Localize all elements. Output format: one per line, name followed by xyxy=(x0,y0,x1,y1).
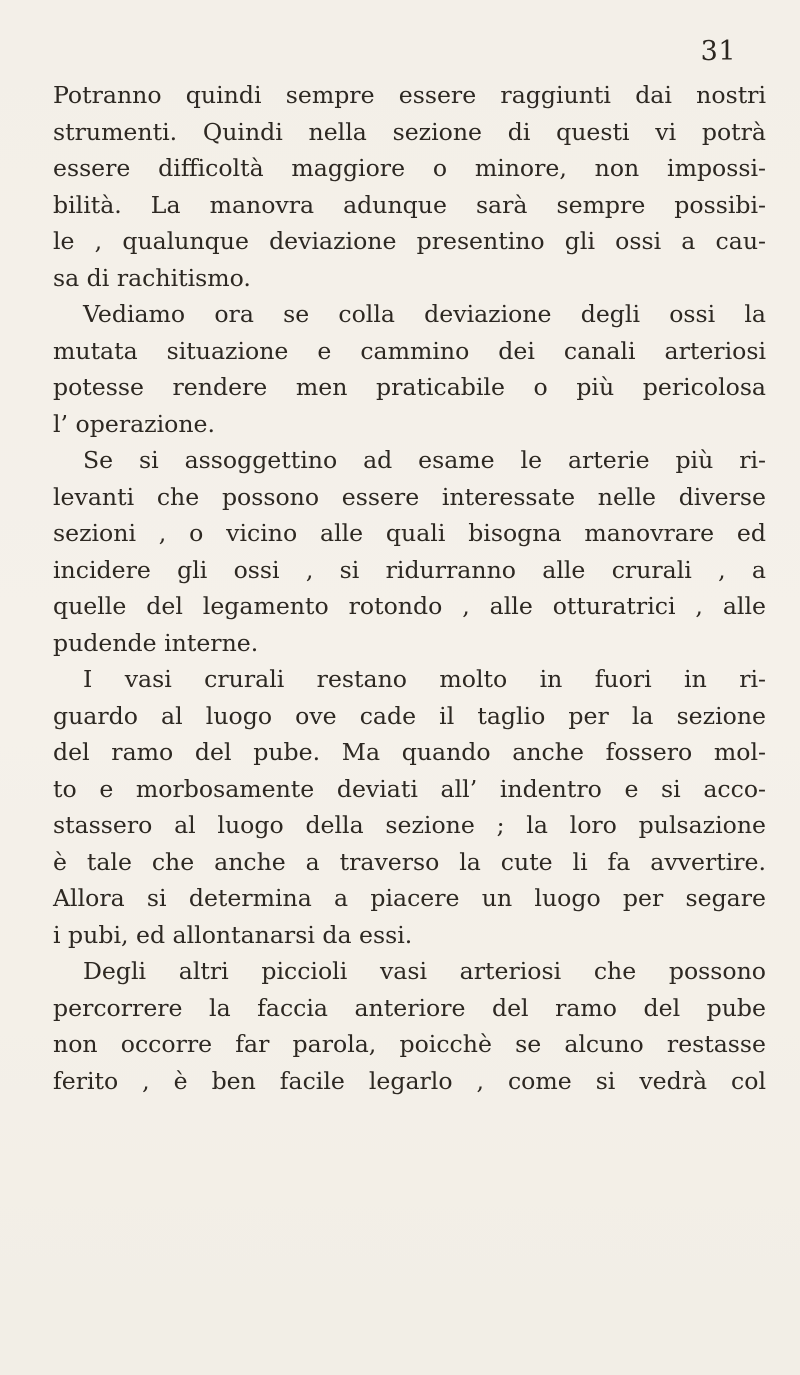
text-line: del ramo del pube. Ma quando anche fossero mol- xyxy=(53,738,766,766)
text-line: percorrere la faccia anteriore del ramo del pube xyxy=(53,993,766,1022)
text-line: pudende interne. xyxy=(53,628,259,657)
text-line: essere difficoltà maggiore o minore, non impossi- xyxy=(53,154,766,182)
text-line: bilità. La manovra adunque sarà sempre possibi- xyxy=(53,190,766,219)
text-line: quelle del legamento rotondo , alle otturatrici , alle xyxy=(53,592,766,620)
text-line: non occorre far parola, poicchè se alcuno restasse xyxy=(53,1030,766,1058)
text-line: Potranno quindi sempre essere raggiunti dai nostri xyxy=(53,81,766,109)
text-line: sezioni , o vicino alle quali bisogna manovrare ed xyxy=(53,519,766,547)
text-line: levanti che possono essere interessate nelle diverse xyxy=(53,482,766,511)
text-line: ferito , è ben facile legarlo , come si vedrà col xyxy=(53,1066,766,1095)
text-line: to e morbosamente deviati all’ indentro e si acco- xyxy=(53,774,766,803)
text-line: Se si assoggettino ad esame le arterie più ri- xyxy=(83,446,766,474)
text-line: l’ operazione. xyxy=(53,409,215,438)
text-line: stassero al luogo della sezione ; la loro pulsazione xyxy=(53,811,766,839)
text-line: Allora si determina a piacere un luogo per segare xyxy=(53,884,766,912)
text-line: i pubi, ed allontanarsi da essi. xyxy=(53,920,413,949)
text-line: è tale che anche a traverso la cute li fa avvertire. xyxy=(53,847,766,876)
text-line: strumenti. Quindi nella sezione di questi vi potrà xyxy=(53,117,766,146)
text-line: potesse rendere men praticabile o più pericolosa xyxy=(53,373,766,401)
text-line: sa di rachitismo. xyxy=(53,263,251,292)
text-line: le , qualunque deviazione presentino gli ossi a cau- xyxy=(53,227,766,255)
text-line: I vasi crurali restano molto in fuori in ri- xyxy=(83,665,766,693)
text-line: Vediamo ora se colla deviazione degli ossi la xyxy=(83,300,766,328)
text-line: incidere gli ossi , si ridurranno alle crurali , a xyxy=(53,555,766,584)
text-line: mutata situazione e cammino dei canali arteriosi xyxy=(53,336,766,365)
text-line: guardo al luogo ove cade il taglio per la sezione xyxy=(53,701,766,730)
text-line: Degli altri piccioli vasi arteriosi che possono xyxy=(83,957,766,985)
body-text xyxy=(53,77,766,1099)
page-number: 31 xyxy=(700,36,736,67)
